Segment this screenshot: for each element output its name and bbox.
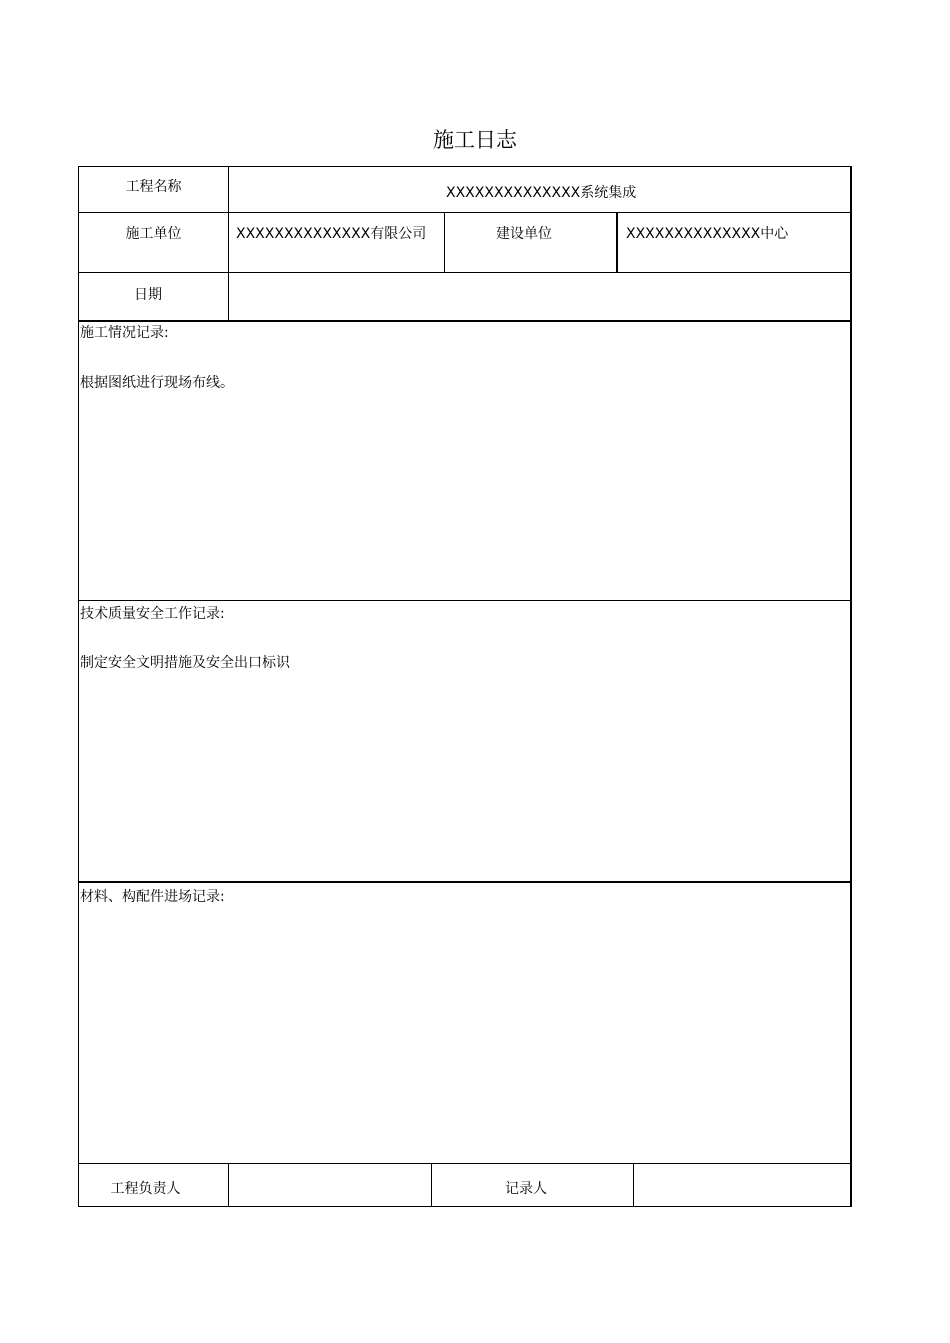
responsible-person-label: 工程负责人 [110, 1181, 181, 1197]
date-value-cell[interactable] [228, 272, 852, 321]
page-title: 施工日志 [433, 128, 517, 152]
construction-record-label: 施工情况记录: [80, 325, 169, 341]
responsible-person-value-cell[interactable] [228, 1163, 432, 1207]
quality-safety-record-section[interactable] [78, 600, 852, 882]
construction-unit-label: 施工单位 [125, 226, 182, 242]
materials-record-section[interactable] [78, 881, 852, 1164]
recorder-value-cell[interactable] [633, 1163, 852, 1207]
date-label: 日期 [134, 287, 162, 303]
quality-safety-record-label: 技术质量安全工作记录: [80, 606, 225, 622]
client-unit-label: 建设单位 [496, 226, 552, 242]
client-unit-value: XXXXXXXXXXXXXX中心 [626, 226, 789, 242]
construction-record-content: 根据图纸进行现场布线。 [80, 375, 234, 391]
quality-safety-record-content: 制定安全文明措施及安全出口标识 [80, 655, 290, 671]
construction-unit-value: XXXXXXXXXXXXXX有限公司 [236, 226, 427, 242]
project-name-value: XXXXXXXXXXXXXX系统集成 [446, 185, 637, 201]
construction-record-section[interactable] [78, 320, 852, 601]
recorder-label: 记录人 [505, 1181, 547, 1197]
materials-record-label: 材料、构配件进场记录: [80, 889, 225, 905]
project-name-label: 工程名称 [125, 179, 182, 195]
